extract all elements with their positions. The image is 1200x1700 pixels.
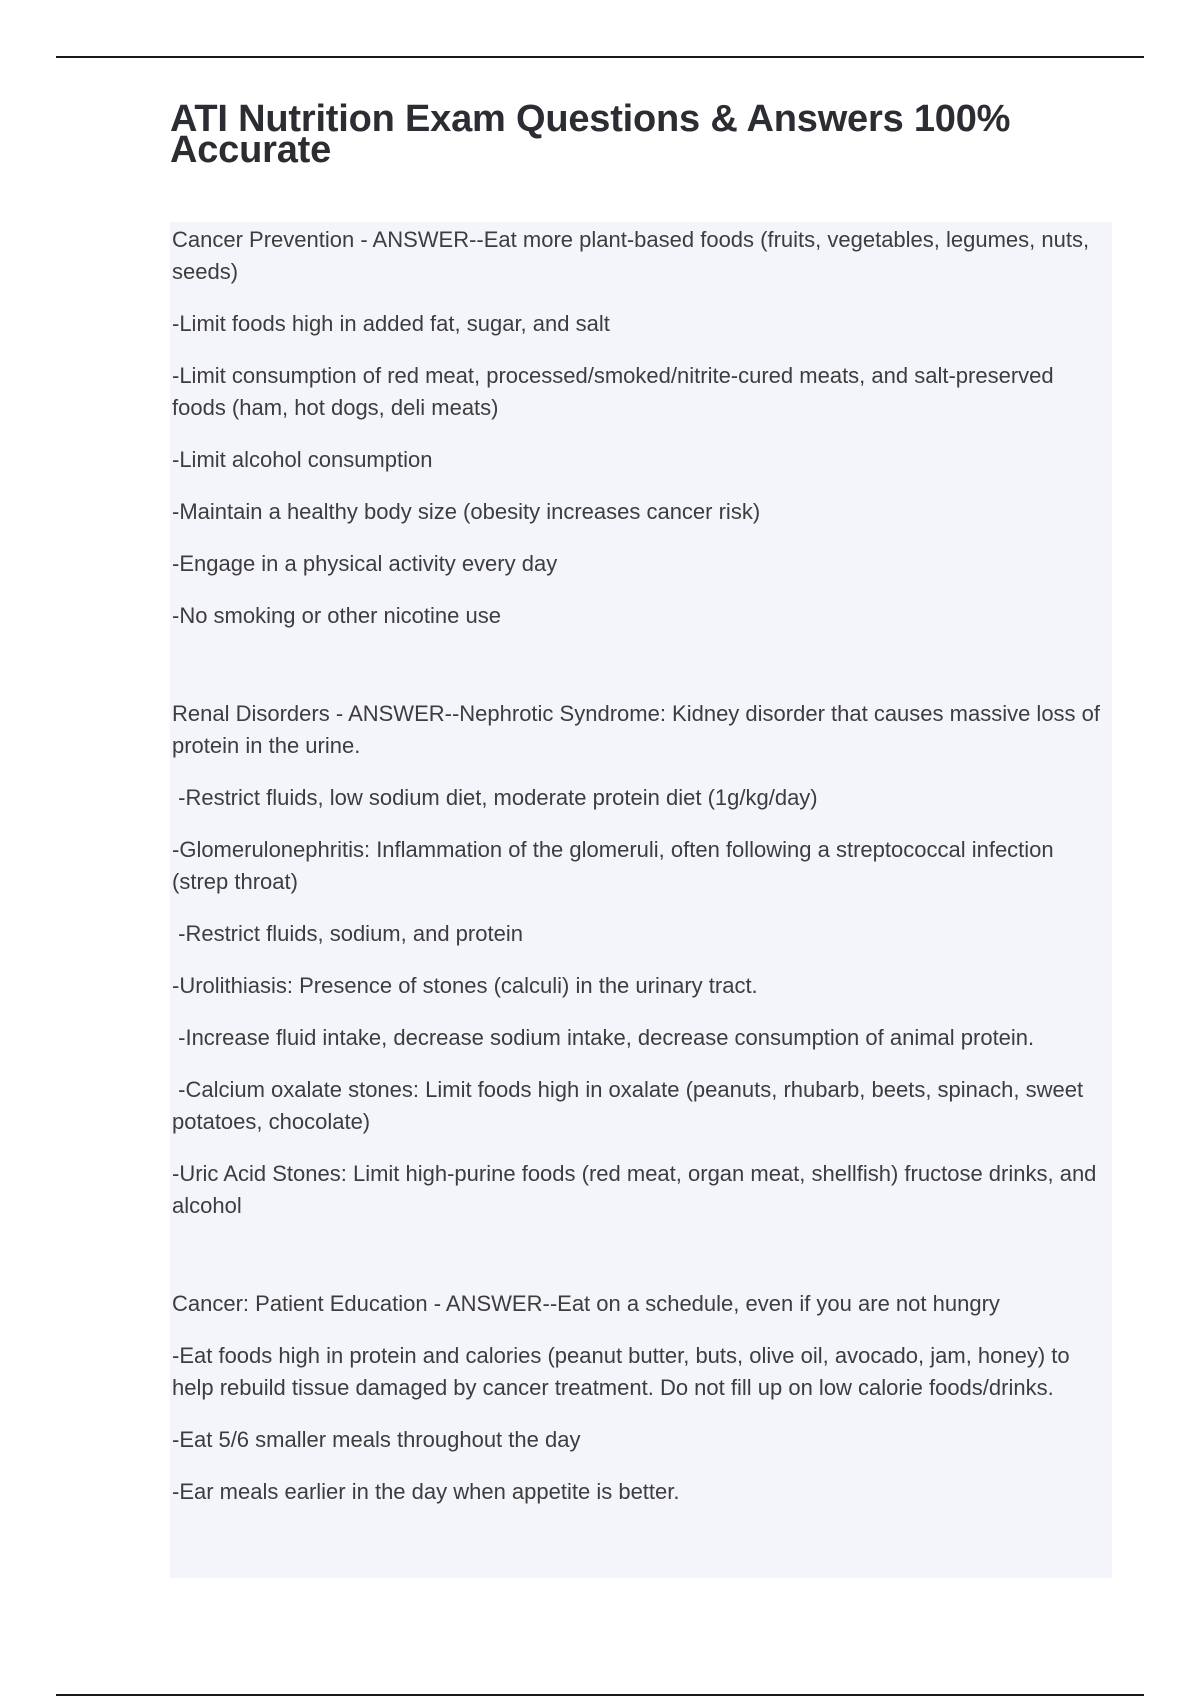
paragraph: -No smoking or other nicotine use <box>172 603 501 628</box>
qa-cancer-prevention <box>172 224 1112 632</box>
paragraph: -Limit consumption of red meat, processed/smoked/nitrite-cured meats, and salt-preserved foods (ham, hot dogs, deli meats) <box>172 363 1060 420</box>
paragraph: -Glomerulonephritis: Inflammation of the glomeruli, often following a streptococcal infection (strep throat) <box>172 837 1060 894</box>
qa-renal-disorders <box>172 698 1112 1222</box>
top-rule <box>56 56 1144 58</box>
paragraph: -Increase fluid intake, decrease sodium intake, decrease consumption of animal protein. <box>172 1025 1035 1050</box>
paragraph: -Calcium oxalate stones: Limit foods high in oxalate (peanuts, rhubarb, beets, spinach, sweet potatoes, chocolate) <box>172 1077 1090 1134</box>
document-title: ATI Nutrition Exam Questions & Answers 100% Accurate <box>170 98 1011 171</box>
paragraph: -Urolithiasis: Presence of stones (calculi) in the urinary tract. <box>172 973 758 998</box>
paragraph: -Engage in a physical activity every day <box>172 551 558 576</box>
paragraph: -Ear meals earlier in the day when appetite is better. <box>172 1479 680 1504</box>
paragraph: -Maintain a healthy body size (obesity increases cancer risk) <box>172 499 761 524</box>
paragraph: Cancer: Patient Education - ANSWER--Eat on a schedule, even if you are not hungry <box>172 1291 1000 1316</box>
paragraph: -Restrict fluids, sodium, and protein <box>172 921 523 946</box>
paragraph: -Eat 5/6 smaller meals throughout the day <box>172 1427 581 1452</box>
paragraph: -Limit foods high in added fat, sugar, and salt <box>172 311 610 336</box>
paragraph: -Uric Acid Stones: Limit high-purine foods (red meat, organ meat, shellfish) fructose drinks, and alcohol <box>172 1161 1103 1218</box>
paragraph: -Restrict fluids, low sodium diet, moderate protein diet (1g/kg/day) <box>172 785 818 810</box>
paragraph: Renal Disorders - ANSWER--Nephrotic Syndrome: Kidney disorder that causes massive loss of protein in the urine. <box>172 701 1107 758</box>
paragraph: -Limit alcohol consumption <box>172 447 433 472</box>
paragraph: Cancer Prevention - ANSWER--Eat more plant-based foods (fruits, vegetables, legumes, nuts, seeds) <box>172 227 1096 284</box>
qa-cancer-patient-education <box>172 1288 1112 1508</box>
bottom-rule <box>56 1694 1144 1696</box>
paragraph: -Eat foods high in protein and calories (peanut butter, buts, olive oil, avocado, jam, honey) to help rebuild tissue damaged by cancer treatment. Do not fill up on low calorie foods/drinks. <box>172 1343 1076 1400</box>
qa-content <box>170 222 1112 1578</box>
